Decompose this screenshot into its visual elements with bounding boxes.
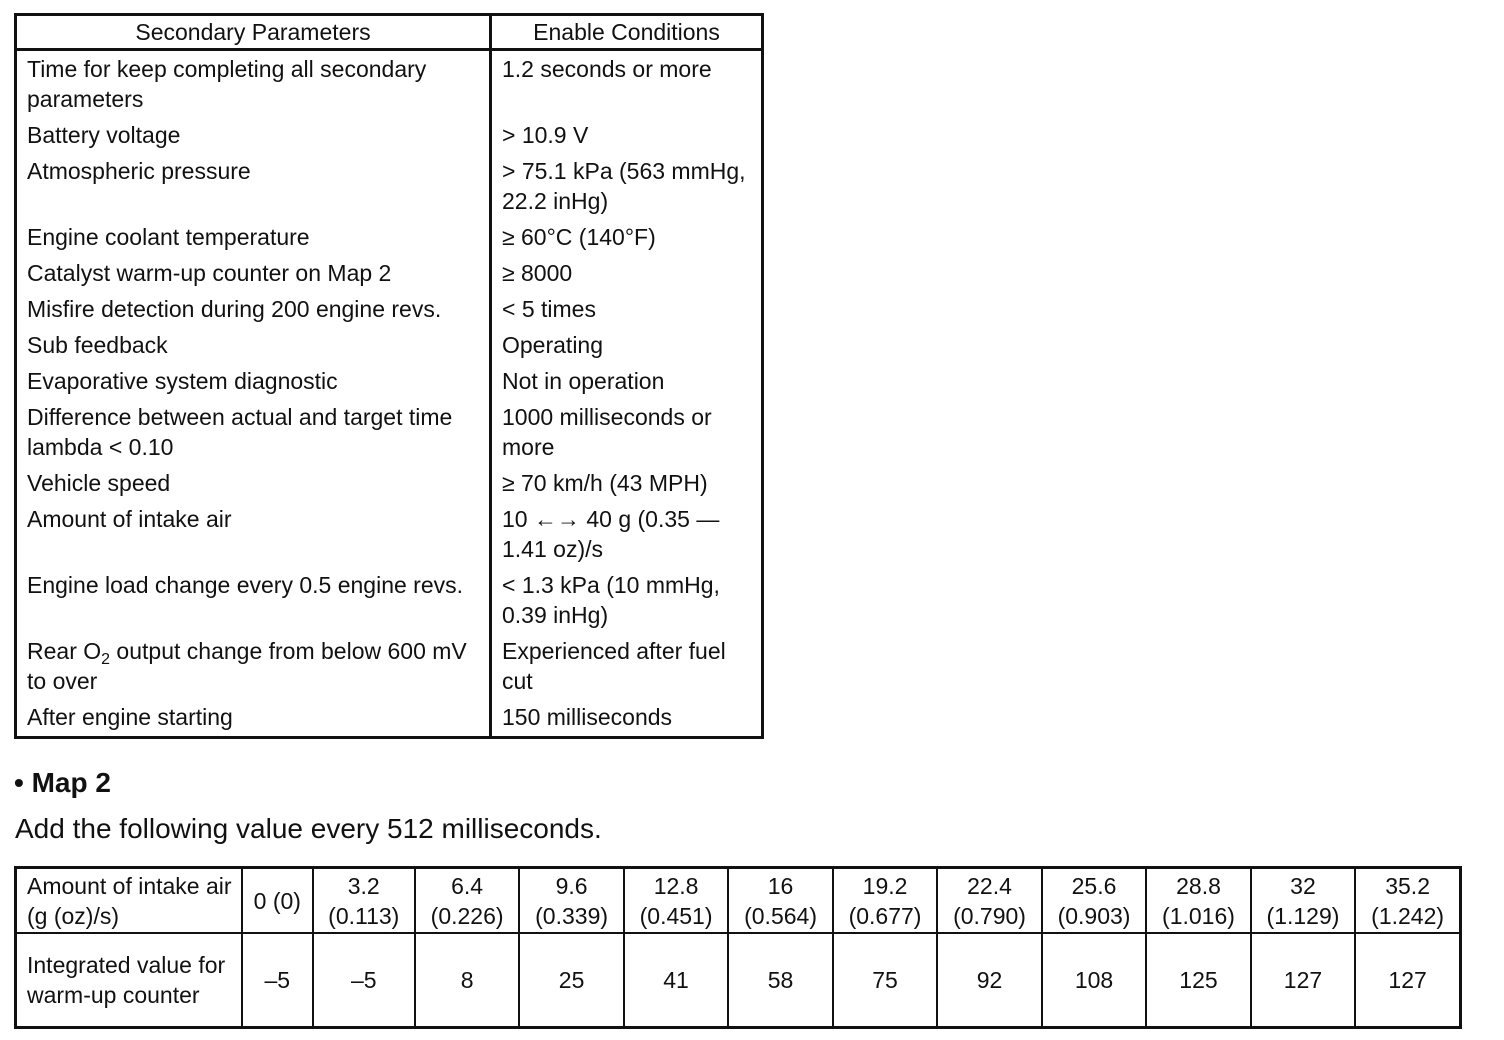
condition-cell: 1000 milliseconds or more	[502, 404, 712, 460]
param-text: output change from below 600 mV to over	[27, 638, 467, 694]
param-cell: Amount of intake air	[16, 502, 491, 568]
table-row	[16, 256, 763, 292]
table-row	[16, 700, 763, 738]
param-cell: Difference between actual and target time lambda < 0.10	[16, 400, 491, 466]
air-cell	[1042, 868, 1146, 934]
air-g: 3.2	[347, 872, 380, 899]
air-oz: (0)	[272, 887, 301, 914]
condition-cell: > 10.9 V	[502, 122, 589, 148]
counter-value-cell: 8	[415, 933, 519, 1028]
counter-value-cell: 58	[728, 933, 832, 1028]
table-row	[16, 364, 763, 400]
condition-cell: Not in operation	[502, 368, 665, 394]
counter-value-cell: 127	[1251, 933, 1355, 1028]
air-oz: (1.129)	[1266, 902, 1340, 929]
counter-value-cell: –5	[242, 933, 313, 1028]
secondary-parameters-table	[14, 13, 764, 739]
counter-value-cell: 75	[833, 933, 937, 1028]
air-g: 19.2	[862, 872, 908, 899]
table-row	[16, 220, 763, 256]
air-g: 0	[253, 887, 267, 914]
air-g: 22.4	[967, 872, 1012, 899]
condition-cell: Experienced after fuel cut	[502, 638, 726, 694]
air-oz: (0.339)	[535, 902, 609, 929]
air-cell	[833, 868, 937, 934]
air-cell	[728, 868, 832, 934]
map2-heading: • Map 2	[14, 767, 111, 798]
counter-value-cell: 41	[624, 933, 728, 1028]
header-enable-conditions: Enable Conditions	[491, 15, 763, 50]
table-row	[16, 118, 763, 154]
param-cell: Atmospheric pressure	[16, 154, 491, 220]
condition-cell: 1.2 seconds or more	[502, 56, 712, 82]
air-g: 12.8	[653, 872, 699, 899]
air-oz: (1.242)	[1371, 902, 1445, 929]
air-cell	[415, 868, 519, 934]
counter-value-cell: 25	[519, 933, 623, 1028]
table-row	[16, 568, 763, 634]
condition-cell: 150 milliseconds	[502, 704, 673, 730]
air-oz: (1.016)	[1162, 902, 1235, 929]
param-cell: Engine load change every 0.5 engine revs.	[16, 568, 491, 634]
air-g: 32	[1290, 872, 1316, 899]
air-g: 35.2	[1385, 872, 1430, 899]
param-cell: Catalyst warm-up counter on Map 2	[16, 256, 491, 292]
param-cell: Vehicle speed	[16, 466, 491, 502]
table-row	[16, 502, 763, 568]
param-cell: Sub feedback	[16, 328, 491, 364]
param-cell	[16, 634, 491, 700]
condition-cell: < 1.3 kPa (10 mmHg, 0.39 inHg)	[502, 572, 720, 628]
condition-cell: < 5 times	[502, 296, 596, 322]
air-oz: (0.226)	[430, 902, 504, 929]
param-cell: Engine coolant temperature	[16, 220, 491, 256]
air-cell-single	[242, 868, 313, 934]
air-g: 16	[767, 872, 794, 899]
counter-value-cell: –5	[313, 933, 415, 1028]
counter-value-cell: 125	[1146, 933, 1250, 1028]
table-row	[16, 400, 763, 466]
map2-description: Add the following value every 512 milliseconds.	[15, 813, 602, 844]
air-oz: (0.451)	[639, 902, 713, 929]
warmup-counter-label: Integrated value for warm-up counter	[16, 933, 243, 1028]
air-oz: (0.564)	[744, 902, 817, 929]
air-cell	[1251, 868, 1355, 934]
condition-cell: ≥ 8000	[502, 260, 573, 286]
counter-value-cell: 108	[1042, 933, 1146, 1028]
condition-cell: > 75.1 kPa (563 mmHg, 22.2 inHg)	[502, 158, 746, 214]
table-row	[16, 154, 763, 220]
air-oz: (0.790)	[953, 902, 1026, 929]
table-row	[16, 292, 763, 328]
air-cell	[313, 868, 415, 934]
air-oz: (0.677)	[848, 902, 922, 929]
table-row	[16, 634, 763, 700]
condition-cell: 10 ←→ 40 g (0.35 — 1.41 oz)/s	[502, 506, 720, 562]
intake-air-row	[16, 868, 1461, 934]
map2-table	[14, 866, 1462, 1029]
condition-cell: Operating	[502, 332, 604, 358]
param-cell: After engine starting	[16, 700, 491, 738]
param-cell: Evaporative system diagnostic	[16, 364, 491, 400]
param-cell: Battery voltage	[16, 118, 491, 154]
air-oz: (0.903)	[1057, 902, 1131, 929]
table-header-row	[16, 15, 763, 50]
subscript: 2	[101, 651, 111, 668]
param-text: Rear O	[27, 638, 102, 664]
table-row	[16, 50, 763, 119]
table-row	[16, 328, 763, 364]
air-g: 28.8	[1176, 872, 1221, 899]
air-cell	[1146, 868, 1250, 934]
air-cell	[1355, 868, 1460, 934]
air-cell	[624, 868, 728, 934]
air-cell	[519, 868, 623, 934]
param-cell: Time for keep completing all secondary parameters	[16, 50, 491, 119]
condition-cell: ≥ 60°C (140°F)	[502, 224, 656, 250]
air-oz: (0.113)	[328, 902, 400, 929]
param-cell: Misfire detection during 200 engine revs.	[16, 292, 491, 328]
intake-air-label: Amount of intake air (g (oz)/s)	[16, 868, 243, 934]
counter-value-cell: 127	[1355, 933, 1460, 1028]
warmup-counter-row	[16, 933, 1461, 1028]
air-g: 6.4	[451, 872, 484, 899]
condition-cell: ≥ 70 km/h (43 MPH)	[502, 470, 708, 496]
table-row	[16, 466, 763, 502]
air-g: 9.6	[555, 872, 588, 899]
counter-value-cell: 92	[937, 933, 1041, 1028]
header-secondary-parameters: Secondary Parameters	[16, 15, 491, 50]
air-g: 25.6	[1071, 872, 1117, 899]
air-cell	[937, 868, 1041, 934]
